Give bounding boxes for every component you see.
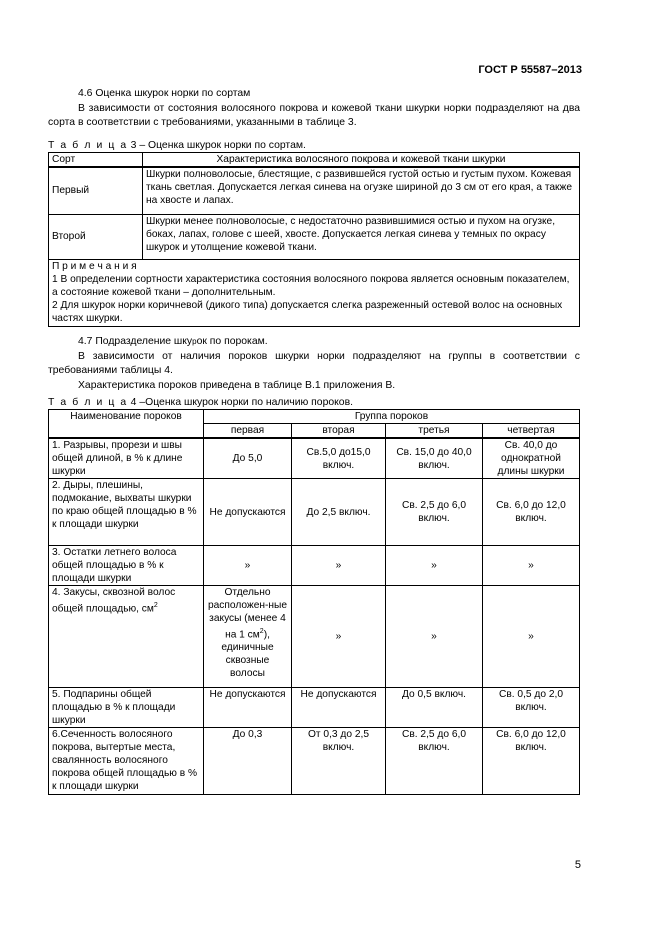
table-row xyxy=(49,728,580,795)
table-3-grade-cell: Второй xyxy=(49,214,143,259)
table-4-caption-prefix: Т а б л и ц а xyxy=(48,397,128,408)
table-3-grade-cell: Первый xyxy=(49,167,143,214)
group-4-cell: Св. 0,5 до 2,0 включ. xyxy=(483,688,580,728)
section-4-7-title-part-b: р xyxy=(192,337,197,346)
table-3-notes-title: П р и м е ч а н и я xyxy=(52,260,137,272)
section-4-7-paragraph-2: Характеристика пороков приведена в таблице В.1 приложения В. xyxy=(78,380,396,391)
group-4-cell: » xyxy=(483,546,580,586)
table-4-header-group-4: четвертая xyxy=(483,424,580,439)
group-4-cell: Св. 40,0 до однократной длины шкурки xyxy=(483,438,580,479)
section-4-7 xyxy=(48,335,580,393)
table-4 xyxy=(48,409,580,795)
table-row xyxy=(49,546,580,586)
table-3-note-1: 1 В определении сортности характеристика состояния волосяного покрова является основным показателем, а состояние кожевой ткани – дополнительным. xyxy=(52,273,570,298)
table-4-block xyxy=(48,396,580,795)
table-3-note-2: 2 Для шкурок норки коричневой (дикого типа) допускается слегка разреженный остевой волос на основных частях шкурки. xyxy=(52,299,563,324)
table-4-header-group-1: первая xyxy=(204,424,292,439)
section-4-7-title xyxy=(48,335,580,349)
table-3-caption xyxy=(48,139,580,152)
group-2-cell: Не допускаются xyxy=(292,688,386,728)
doc-code-header: ГОСТ Р 55587–2013 xyxy=(478,64,582,76)
table-row xyxy=(49,214,580,259)
table-row xyxy=(49,167,580,214)
table-3-header-grade: Сорт xyxy=(49,153,143,168)
table-3-desc-cell: Шкурки полноволосые, блестящие, с развившейся густой остью и густым пухом. Кожевая ткань светлая. Допускается легкая синева на огузке шириной до 3 см от его края, а также на хвосте и лапах. xyxy=(143,167,580,214)
table-4-header-group-3: третья xyxy=(386,424,483,439)
table-3-notes-row xyxy=(49,259,580,326)
table-3-caption-text: 3 – Оценка шкурок норки по сортам. xyxy=(127,140,306,151)
table-row xyxy=(49,438,580,479)
group-2-cell: От 0,3 до 2,5 включ. xyxy=(292,728,386,795)
defect-name-cell xyxy=(49,586,204,688)
group-1-superscript: 2 xyxy=(259,628,264,635)
table-row xyxy=(49,479,580,546)
group-1-cell: До 5,0 xyxy=(204,438,292,479)
table-3 xyxy=(48,152,580,327)
table-3-caption-prefix: Т а б л и ц а xyxy=(48,140,128,151)
defect-name-cell: 1. Разрывы, прорези и швы общей длиной, в % к длине шкурки xyxy=(49,438,204,479)
section-4-6-title: 4.6 Оценка шкурок норки по сортам xyxy=(78,88,251,99)
table-4-caption xyxy=(48,396,580,409)
group-3-cell: Св. 2,5 до 6,0 включ. xyxy=(386,479,483,546)
group-1-cell xyxy=(204,586,292,688)
group-1-text-a: Отдельно расположен-ные закусы (менее 4 на 1 см xyxy=(207,587,288,641)
group-2-cell: До 2,5 включ. xyxy=(292,479,386,546)
defect-name-cell: 2. Дыры, плешины, подмокание, выхваты шкурки по краю общей площадью в % к площади шкурки xyxy=(49,479,204,546)
table-4-header-group: Группа пороков xyxy=(204,410,580,424)
table-row xyxy=(49,688,580,728)
section-4-7-paragraph-1: В зависимости от наличия пороков шкурки норки подразделяют на группы в соответствии с требованиями таблицы 4. xyxy=(48,351,580,376)
defect-name-cell: 6.Сеченность волосяного покрова, вытертые места, свалянность волосяного покрова общей площадью в % к площади шкурки xyxy=(49,728,204,795)
group-3-cell: » xyxy=(386,586,483,688)
group-4-cell: Св. 6,0 до 12,0 включ. xyxy=(483,728,580,795)
group-2-cell: Св.5,0 до15,0 включ. xyxy=(292,438,386,479)
table-4-header-group-2: вторая xyxy=(292,424,386,439)
section-4-7-title-part-a: 4.7 Подразделение шку xyxy=(78,336,193,347)
defect-name-superscript: 2 xyxy=(153,602,158,609)
defect-name-cell: 3. Остатки летнего волоса общей площадью в % к площади шкурки xyxy=(49,546,204,586)
group-2-cell: » xyxy=(292,586,386,688)
section-4-7-title-part-c: ок по порокам. xyxy=(196,336,268,347)
group-3-cell: До 0,5 включ. xyxy=(386,688,483,728)
table-4-header-name: Наименование пороков xyxy=(49,410,204,439)
table-3-desc-cell: Шкурки менее полноволосые, с недостаточно развившимися остью и пухом на огузке, боках, лапах, голове с шеей, хвосте. Допускается легкая синева у темных по окрасу шкурок и утолщение кожевой ткани. xyxy=(143,214,580,259)
group-4-cell: » xyxy=(483,586,580,688)
table-row xyxy=(49,586,580,688)
section-4-6-paragraph: В зависимости от состояния волосяного покрова и кожевой ткани шкурки норки подразделяют на два сорта в соответствии с требованиями, указанными в таблице 3. xyxy=(48,103,580,128)
group-1-cell: Не допускаются xyxy=(204,688,292,728)
group-1-cell: » xyxy=(204,546,292,586)
group-3-cell: » xyxy=(386,546,483,586)
group-1-text-b: ), единичные сквозные волосы xyxy=(221,629,274,680)
group-1-cell: До 0,3 xyxy=(204,728,292,795)
table-3-block xyxy=(48,139,580,327)
table-3-header-desc: Характеристика волосяного покрова и кожевой ткани шкурки xyxy=(143,153,580,168)
group-4-cell: Св. 6,0 до 12,0 включ. xyxy=(483,479,580,546)
table-3-notes-cell xyxy=(49,259,580,326)
defect-name-cell: 5. Подпарины общей площадью в % к площади шкурки xyxy=(49,688,204,728)
section-4-6 xyxy=(48,87,580,130)
group-2-cell: » xyxy=(292,546,386,586)
group-3-cell: Св. 2,5 до 6,0 включ. xyxy=(386,728,483,795)
defect-name-text: 4. Закусы, сквозной волос общей площадью, см xyxy=(52,587,176,615)
table-4-caption-text: 4 –Оценка шкурок норки по наличию пороков. xyxy=(127,397,353,408)
group-1-cell: Не допускаются xyxy=(204,479,292,546)
group-3-cell: Св. 15,0 до 40,0 включ. xyxy=(386,438,483,479)
page-number: 5 xyxy=(574,859,581,871)
